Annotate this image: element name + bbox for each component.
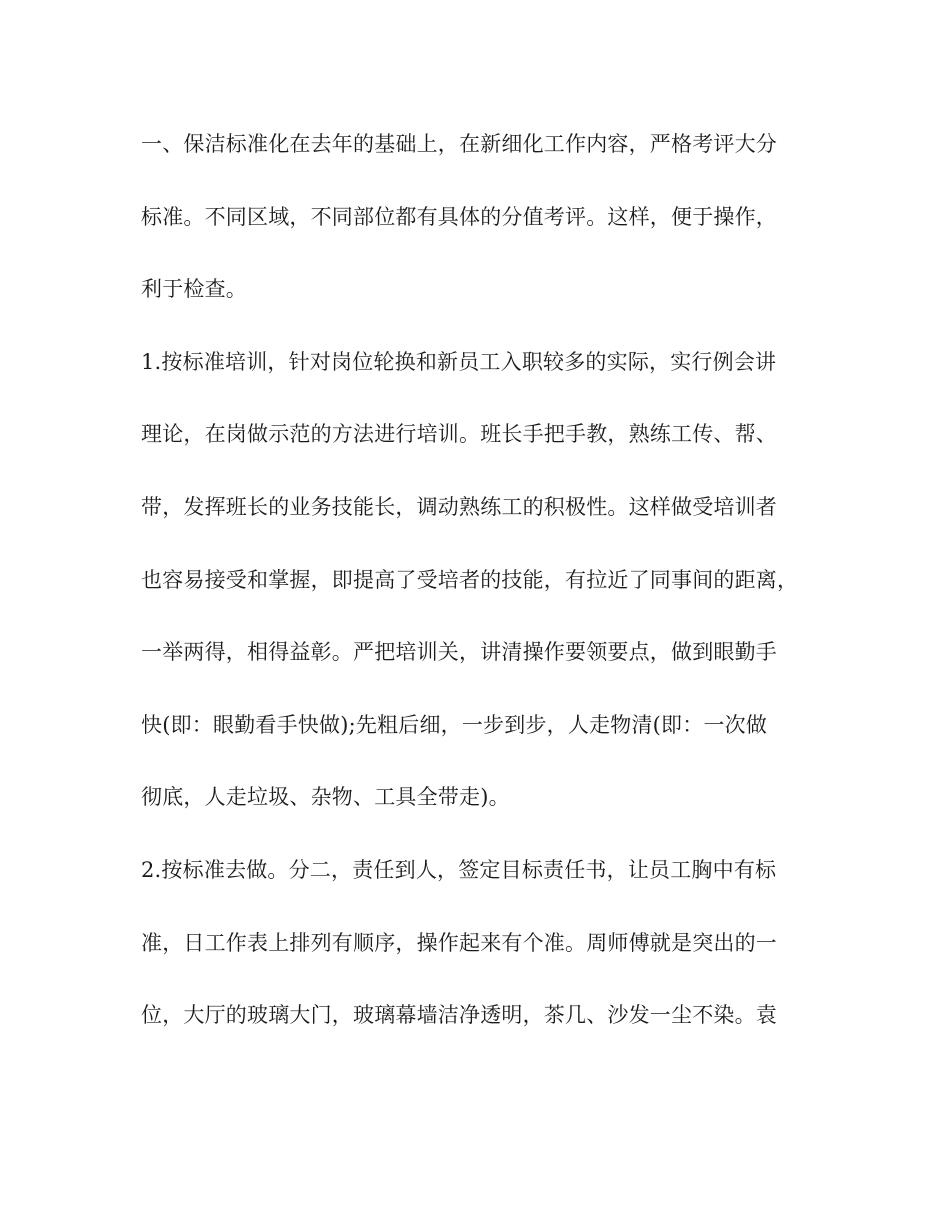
text-line-4: 1.按标准培训，针对岗位轮换和新员工入职较多的实际，实行例会讲 xyxy=(141,349,777,374)
document-body xyxy=(141,126,821,1070)
text-line-12: 准，日工作表上排列有顺序，操作起来有个准。周师傅就是突出的一 xyxy=(141,930,777,955)
text-line-9: 快(即：眼勤看手快做);先粗后细，一步到步，人走物清(即：一次做 xyxy=(141,712,768,737)
text-line-8: 一举两得，相得益彰。严把培训关，讲清操作要领要点，做到眼勤手 xyxy=(141,640,777,665)
text-line-1: 一、保洁标准化在去年的基础上，在新细化工作内容，严格考评大分 xyxy=(141,132,777,156)
text-line-6: 带，发挥班长的业务技能长，调动熟练工的积极性。这样做受培训者 xyxy=(141,494,777,519)
text-line-7: 也容易接受和掌握，即提高了受培者的技能，有拉近了同事间的距离， xyxy=(141,567,799,592)
text-line-13: 位，大厅的玻璃大门，玻璃幕墙洁净透明，茶几、沙发一尘不染。袁 xyxy=(141,1003,777,1028)
text-line-11: 2.按标准去做。分二，责任到人，签定目标责任书，让员工胸中有标 xyxy=(141,857,777,882)
text-line-10: 彻底，人走垃圾、杂物、工具全带走)。 xyxy=(141,785,510,810)
text-line-5: 理论，在岗做示范的方法进行培训。班长手把手教，熟练工传、帮、 xyxy=(141,422,777,447)
text-line-3: 利于检查。 xyxy=(141,277,247,302)
text-line-2: 标准。不同区域，不同部位都有具体的分值考评。这样，便于操作， xyxy=(141,204,777,229)
